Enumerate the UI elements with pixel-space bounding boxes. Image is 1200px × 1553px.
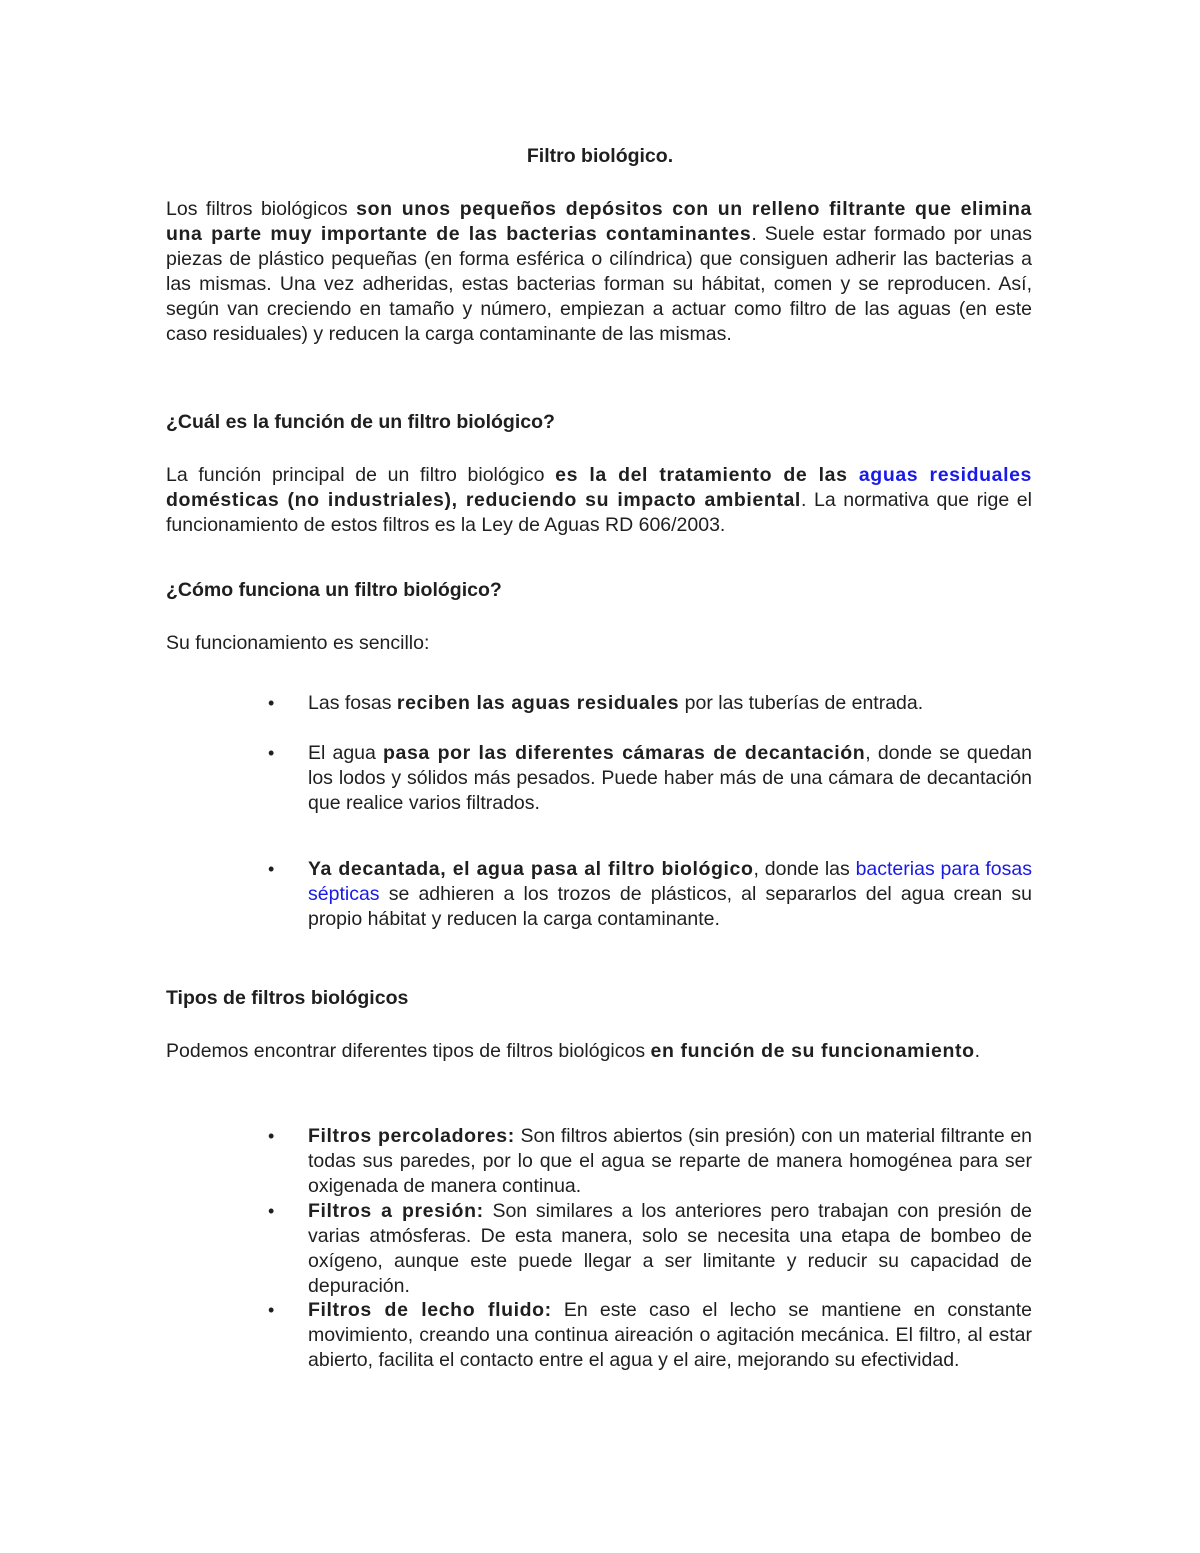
- section2-intro: Su funcionamiento es sencillo:: [166, 632, 430, 654]
- section1-bold-text-1: es la del tratamiento de las: [555, 464, 859, 486]
- bacterias-fosas-septicas-link[interactable]: bacterias para fosas sépticas: [308, 858, 1032, 905]
- bullet-marker: •: [268, 859, 275, 879]
- section1-bold-text-2: domésticas (no industriales), reduciendo su impacto ambiental: [166, 489, 801, 511]
- bullet-marker: •: [268, 1126, 275, 1146]
- section3-heading: Tipos de filtros biológicos: [166, 987, 409, 1009]
- intro-text-1: Los filtros biológicos: [166, 198, 357, 220]
- section3-paragraph: Podemos encontrar diferentes tipos de filtros biológicos en función de su funcionamiento.: [166, 1040, 981, 1062]
- section2-heading: ¿Cómo funciona un filtro biológico?: [166, 579, 502, 601]
- list-item: El agua pasa por las diferentes cámaras de decantación, donde se quedan los lodos y sólidos más pesados. Puede haber más de una cámara de decantación que realice varios filtrados.: [308, 742, 1032, 814]
- bullet-marker: •: [268, 743, 275, 763]
- list-item: Ya decantada, el agua pasa al filtro biológico, donde las bacterias para fosas sépticas se adhieren a los trozos de plásticos, al separarlos del agua crean su propio hábitat y reducen la carga contaminante.: [308, 858, 1032, 930]
- list-item: Filtros de lecho fluido: En este caso el lecho se mantiene en constante movimiento, creando una continua aireación o agitación mecánica. El filtro, al estar abierto, facilita el contacto entre el agua y el aire, mejorando su efectividad.: [308, 1299, 1032, 1371]
- bullet-marker: •: [268, 1300, 275, 1320]
- aguas-residuales-link[interactable]: aguas residuales: [858, 464, 1032, 486]
- list-item: Filtros a presión: Son similares a los anteriores pero trabajan con presión de varias atmósferas. De esta manera, solo se necesita una etapa de bombeo de oxígeno, aunque este puede llegar a ser limitante y reducir su capacidad de depuración.: [308, 1200, 1032, 1297]
- intro-paragraph: [166, 197, 1032, 347]
- section1-text-2: . La normativa que rige el funcionamiento de estos filtros es la Ley de Aguas RD 606/2003.: [166, 489, 1032, 536]
- bullet-marker: •: [268, 693, 275, 713]
- intro-bold-text: son unos pequeños depósitos con un relleno filtrante que elimina una parte muy importante de las bacterias contaminantes: [166, 198, 1032, 245]
- document-title: Filtro biológico.: [526, 145, 674, 167]
- intro-text-2: . Suele estar formado por unas piezas de plástico pequeñas (en forma esférica o cilíndrica) que consiguen adherir las bacterias a las mismas. Una vez adheridas, estas bacterias forman su hábitat, comen y se reproducen. Así, según van creciendo en tamaño y número, empiezan a actuar como filtro de las aguas (en este caso residuales) y reducen la carga contaminante de las mismas.: [166, 223, 1032, 345]
- section1-heading: ¿Cuál es la función de un filtro biológico?: [166, 411, 555, 433]
- list-item: Filtros percoladores: Son filtros abiertos (sin presión) con un material filtrante en todas sus paredes, por lo que el agua se reparte de manera homogénea para ser oxigenada de manera continua.: [308, 1125, 1033, 1197]
- section1-paragraph: [166, 463, 1032, 538]
- section1-text-1: La función principal de un filtro biológico: [166, 464, 556, 486]
- list-item: Las fosas reciben las aguas residuales por las tuberías de entrada.: [308, 692, 924, 714]
- bullet-marker: •: [268, 1201, 275, 1221]
